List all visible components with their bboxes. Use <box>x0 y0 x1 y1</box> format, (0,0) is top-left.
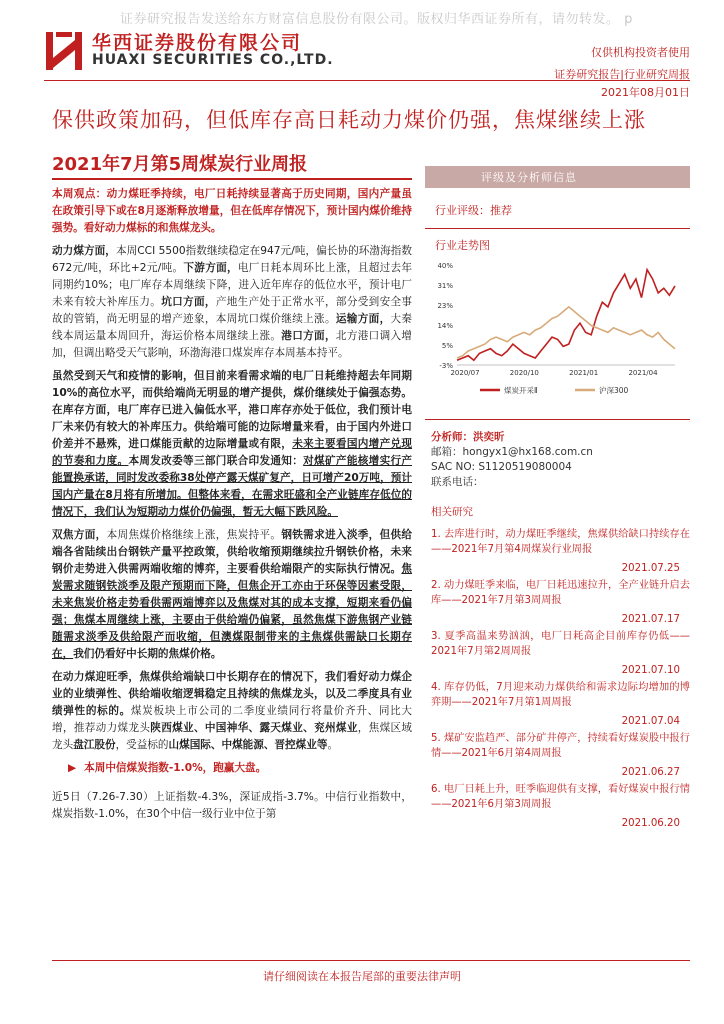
bold-text: 在动力煤迎旺季，焦煤供给端缺口中长期存在的情况下，我们看好动力煤企业的业绩弹性、供给端收缩逻辑稳定且持续的焦煤龙头，以及二季度具有业绩弹性的标的。 <box>52 671 412 717</box>
related-report-title: 2. 动力煤旺季来临，电厂日耗迅速拉升，全产业链升启去库——2021年7月第3周周报 <box>431 580 690 606</box>
related-report-date: 2021.07.04 <box>621 716 680 727</box>
text: 本周CCI 5500指数继续稳定在947元/吨，偏长协的环渤海指数672元/吨，环比+2元/吨。 <box>52 245 412 274</box>
y-tick-label: 31% <box>437 282 453 290</box>
text: 。 <box>327 739 339 751</box>
underlined-text: 在需求旺盛和全产业链库存低位的情况下，我们认为短期动力煤价仍偏强，暂无大幅下跌风险。 <box>52 489 413 518</box>
related-report-title: 4. 库存仍低，7月迎来动力煤供给和需求边际均增加的博弈期——2021年7月第1周周报 <box>431 682 690 708</box>
bold-lead: 港口方面， <box>281 330 336 342</box>
legend-label: 沪深300 <box>599 386 629 395</box>
text: 本周发改委等三部门联合印发通知： <box>128 455 304 467</box>
y-tick-label: -3% <box>439 362 453 370</box>
sub-title: 2021年7月第5周煤炭行业周报 <box>52 154 308 175</box>
watermark: 证券研究报告发送给东方财富信息股份有限公司。版权归华西证券所有，请勿转发。 p <box>120 12 633 27</box>
triangle-bullet-icon: ▶ <box>68 762 77 774</box>
report-date: 2021年08月01日 <box>601 86 690 99</box>
analyst-label: 分析师： <box>431 431 473 443</box>
trend-chart-svg <box>425 253 690 403</box>
x-tick-label: 2021/04 <box>628 369 658 377</box>
related-report-item[interactable] <box>425 629 690 678</box>
related-research-list <box>425 527 690 831</box>
text: 北方港口调入增加，但调出略受天气影响，环渤海港口煤炭库存本周基本持平。 <box>52 330 413 359</box>
legal-notice[interactable]: 请仔细阅读在本报告尾部的重要法律声明 <box>263 970 461 983</box>
text: ，受益标的 <box>115 739 169 751</box>
thermal-coal-paragraph <box>52 243 412 362</box>
related-report-item[interactable] <box>425 782 690 831</box>
related-report-date: 2021.06.20 <box>621 818 680 829</box>
text: ，焦煤区域龙头 <box>52 722 413 751</box>
underlined-text: 未来主要看国内增产兑现的节奏和力度。 <box>52 438 413 467</box>
related-report-date: 2021.07.25 <box>621 563 680 574</box>
x-tick-label: 2021/01 <box>569 369 599 377</box>
bold-lead: 运输方面， <box>335 313 391 325</box>
related-report-item[interactable] <box>425 527 690 576</box>
related-report-item[interactable] <box>425 680 690 729</box>
related-report-date: 2021.07.17 <box>621 614 680 625</box>
header-divider <box>44 80 690 81</box>
bullet-text: 本周中信煤炭指数-1.0%，跑赢大盘。 <box>84 762 267 774</box>
footer-divider <box>52 960 690 961</box>
bold-lead: 动力煤方面， <box>52 245 116 257</box>
key-viewpoint: 本周观点：动力煤旺季持续，电厂日耗持续显著高于历史同期，国内产量虽在政策引导下或在8月逐渐释放增量，但在低库存情况下，预计国内煤价维持强势。看好动力煤标的和焦煤龙头。 <box>52 188 412 234</box>
text: 产地生产处于正常水平，部分受到安全事故的管销，尚无明显的增产迹象，本周坑口煤价继续上涨。 <box>52 296 413 325</box>
supply-demand-paragraph <box>52 368 412 521</box>
company-name-cn: 华西证券股份有限公司 <box>92 32 303 54</box>
company-logo <box>44 28 84 72</box>
bold-lead: 下游方面， <box>183 262 238 274</box>
analyst-line <box>431 430 690 445</box>
related-report-title: 1. 去库进行时，动力煤旺季继续，焦煤供给缺口持续存在——2021年7月第4周煤炭行业周报 <box>431 529 690 555</box>
info-panel <box>425 166 690 833</box>
company-name-en: HUAXI SECURITIES CO.,LTD. <box>92 52 334 68</box>
panel-header: 评级及分析师信息 <box>425 166 690 188</box>
text: 煤炭板块上市公司的二季度业绩同行将量价齐升、同比大增，推荐动力煤龙头 <box>52 705 413 734</box>
title-divider <box>52 178 412 180</box>
related-report-title: 3. 夏季高温来势汹汹，电厂日耗高企目前库存仍低——2021年7月第2周周报 <box>431 631 690 657</box>
analyst-email[interactable]: 邮箱：hongyx1@hx168.com.cn <box>431 446 593 458</box>
related-report-date: 2021.06.27 <box>621 767 680 778</box>
report-body <box>52 186 412 829</box>
related-report-item[interactable] <box>425 578 690 627</box>
text: 本周焦煤价格继续上涨，焦炭持平。 <box>106 529 282 541</box>
analyst-info <box>425 420 690 490</box>
coking-coal-paragraph <box>52 527 412 663</box>
text: 大秦线本周运量本周回升，海运价格本周继续上涨。 <box>52 313 413 342</box>
related-report-title: 5. 煤矿安监趋严、部分矿井停产，持续看好煤炭股中报行情——2021年6月第4周周报 <box>431 733 690 759</box>
section-bullet <box>68 760 412 777</box>
series-line-1 <box>457 270 675 361</box>
bold-text: 钢铁需求进入淡季，但供给端各省陆续出台钢铁产量平控政策，供给收缩预期继续拉升钢铁价格，未来钢价走势进入供需两端收缩的博弈，主要看供给端限产的实际执行情况。 <box>52 529 413 575</box>
legend-label: 煤炭开采Ⅱ <box>504 386 538 395</box>
industry-rating: 行业评级：推荐 <box>425 188 690 229</box>
x-tick-label: 2020/07 <box>450 369 480 377</box>
text: 电厂日耗本周环比上涨，且超过去年同期约10%；电厂库存本周继续下降，进入近年库存的低位水平，预计电厂未来有较大补库压力。 <box>52 262 412 308</box>
audience-note: 仅供机构投资者使用 <box>591 46 690 59</box>
y-tick-label: 5% <box>441 342 453 350</box>
analyst-phone: 联系电话： <box>431 476 484 488</box>
x-tick-label: 2020/10 <box>509 369 539 377</box>
underlined-text: 焦炭需求随钢铁淡季及限产预期而下降，但焦企开工亦由于环保等因素受限，未来焦炭价格走势看供需两端博弈以及焦煤对其的成本支撑，短期来看仍偏强；焦煤本周继续上涨，主要由于供给端仍偏紧，虽然焦煤下游焦钢产业链随需求淡季及供给限产而收缩，但澳煤限制带来的主焦煤供需缺口长期存在， <box>52 563 412 660</box>
related-research-title: 相关研究 <box>431 506 473 518</box>
trend-chart <box>425 253 690 403</box>
related-report-title: 6. 电厂日耗上升，旺季临迎供有支撑，看好煤炭中报行情——2021年6月第3周周报 <box>431 784 690 810</box>
related-report-date: 2021.07.10 <box>621 665 680 676</box>
y-tick-label: 14% <box>437 322 453 330</box>
stock-names: 陕西煤业、中国神华、露天煤业、兖州煤业 <box>150 722 358 734</box>
index-paragraph: 近5日（7.26-7.30）上证指数-4.3%，深证成指-3.7%。中信行业指数中，煤炭指数-1.0%，在30个中信一级行业中位于第 <box>52 791 412 820</box>
main-title: 保供政策加码，但低库存高日耗动力煤价仍强，焦煤继续上涨 <box>52 108 646 132</box>
recommendation-paragraph <box>52 669 412 754</box>
series-line-2 <box>457 307 675 358</box>
analyst-sac: SAC NO: S1120519080004 <box>431 461 572 473</box>
underlined-text: 对煤矿产能核增实行产能置换承诺，同时发改委称38处停产露天煤矿复产，日可增产20万吨，预计国内产量在8月将有所增加。但整体来看， <box>52 455 413 501</box>
trend-chart-title: 行业走势图 <box>435 239 490 252</box>
report-type: 证券研究报告|行业研究周报 <box>554 68 690 81</box>
bold-lead: 坑口方面， <box>161 296 216 308</box>
stock-names: 山煤国际、中煤能源、晋控煤业等 <box>168 739 328 751</box>
related-report-item[interactable] <box>425 731 690 780</box>
stock-names: 盘江股份 <box>73 739 116 751</box>
y-tick-label: 23% <box>437 302 453 310</box>
analyst-name: 洪奕昕 <box>473 431 505 443</box>
text: 虽然受到天气和疫情的影响，但目前来看需求端的电厂日耗维持超去年同期10%的高位水平，而供给端尚无明显的增产提供，煤价继续处于偏强态势。在库存方面，电厂库存已进入偏低水平，港口库存亦处于低位，我们预计电厂未来仍有较大的补库压力。供给端可能的边际增量来看，由于国内外进口价差并不悬殊，进口煤能贡献的边际增量或有限， <box>52 370 412 450</box>
bold-lead: 双焦方面， <box>52 529 107 541</box>
y-tick-label: 40% <box>437 262 453 270</box>
bold-text: 我们仍看好中长期的焦煤价格。 <box>73 648 222 660</box>
